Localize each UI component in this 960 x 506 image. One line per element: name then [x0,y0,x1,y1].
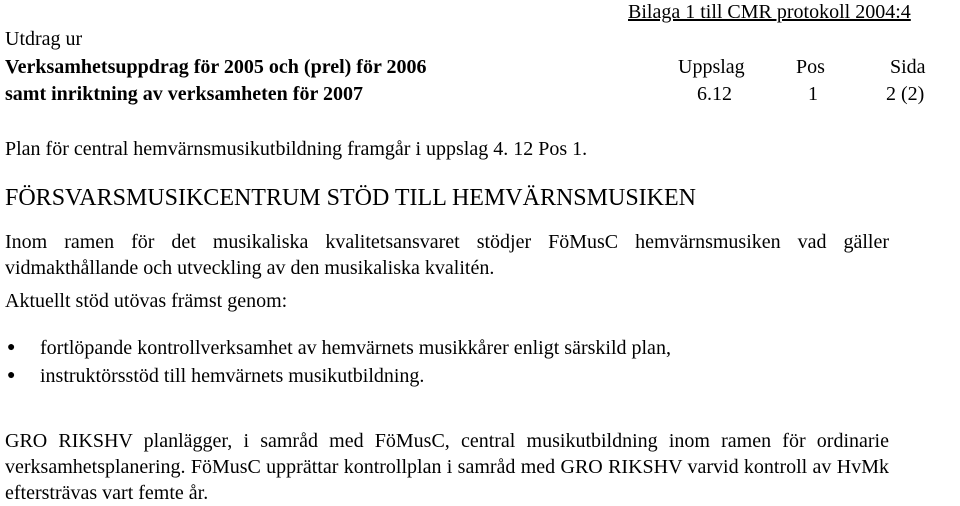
section-heading: FÖRSVARSMUSIKCENTRUM STÖD TILL HEMVÄRNSMUSIKEN [5,185,696,211]
pos-label: Pos [796,56,825,78]
bilaga-reference: Bilaga 1 till CMR protokoll 2004:4 [628,1,911,23]
list-item: instruktörsstöd till hemvärnets musikutbildning. [40,365,425,387]
header-line-2: Verksamhetsuppdrag för 2005 och (prel) för 2006 [5,56,427,78]
list-item: fortlöpande kontrollverksamhet av hemvärnets musikkårer enligt särskild plan, [40,337,671,359]
sida-label: Sida [890,56,926,78]
uppslag-value: 6.12 [697,83,732,105]
paragraph-1: Inom ramen för det musikaliska kvalitetsansvaret stödjer FöMusC hemvärnsmusiken vad gäller vidmakthållande och utveckling av den musikaliska kvalitén. [5,231,889,279]
pos-value: 1 [808,83,818,105]
paragraph-3: GRO RIKSHV planlägger, i samråd med FöMusC, central musikutbildning inom ramen för ordinarie verksamhetsplanering. FöMusC upprättar kontrollplan i samråd med GRO RIKSHV varvid kontroll av HvMk eftersträvas vart femte år. [5,430,889,504]
header-line-3: samt inriktning av verksamheten för 2007 [5,83,363,105]
paragraph-2: Aktuellt stöd utövas främst genom: [5,290,288,312]
uppslag-label: Uppslag [678,56,745,78]
sida-value: 2 (2) [886,83,925,105]
plan-line: Plan för central hemvärnsmusikutbildning framgår i uppslag 4. 12 Pos 1. [5,138,588,160]
bullet-icon: ● [7,368,16,383]
header-line-1: Utdrag ur [5,28,83,50]
bullet-icon: ● [7,340,16,355]
